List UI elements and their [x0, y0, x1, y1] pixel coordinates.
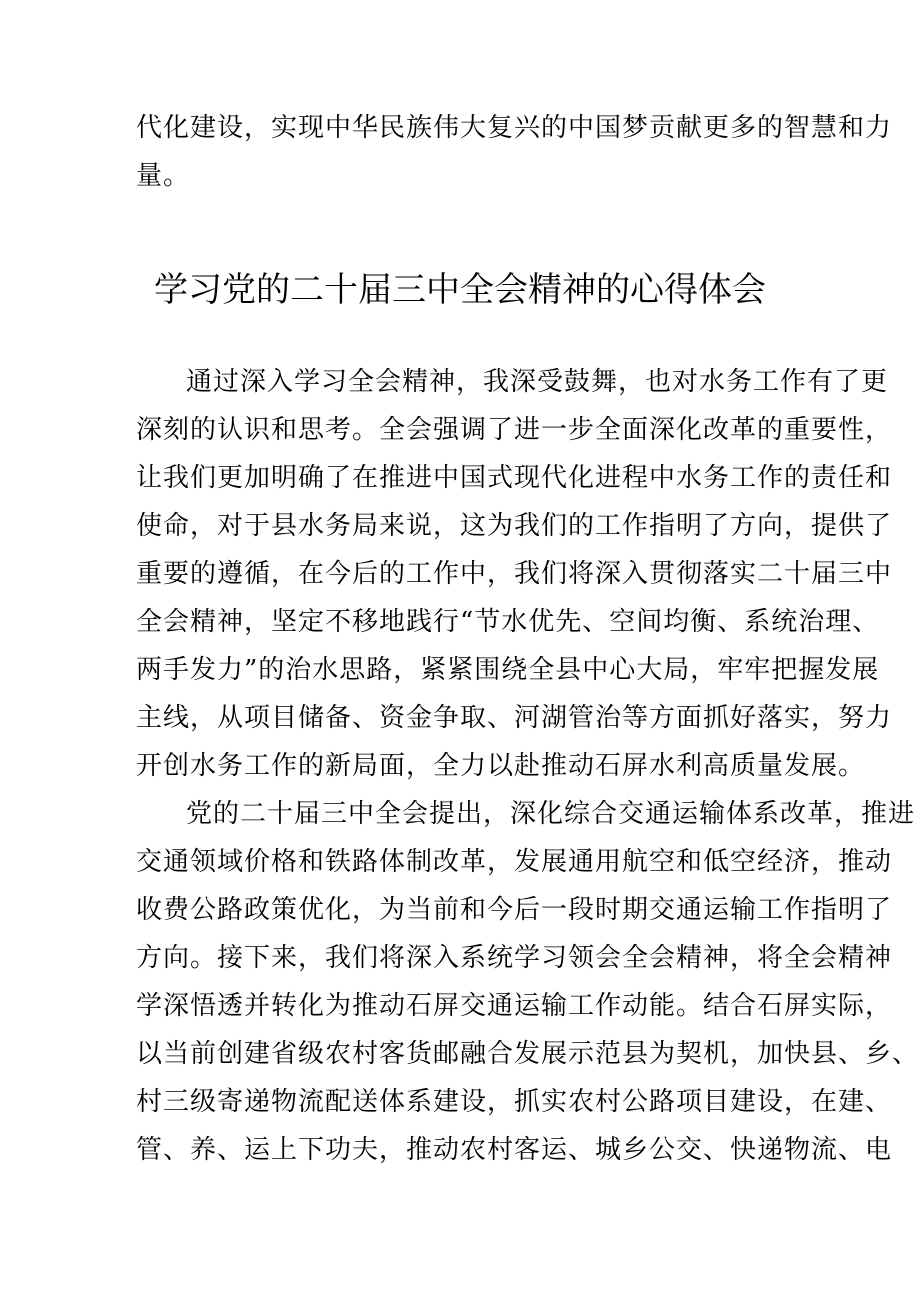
paragraph-line: 村三级寄递物流配送体系建设，抓实农村公路项目建设，在建、	[136, 1087, 893, 1117]
paragraph-line: 交通领域价格和铁路体制改革，发展通用航空和低空经济，推动	[136, 847, 893, 877]
intro-line: 量。	[136, 161, 191, 191]
intro-line: 代化建设，实现中华民族伟大复兴的中国梦贡献更多的智慧和力	[136, 113, 893, 143]
paragraph-line: 深刻的认识和思考。全会强调了进一步全面深化改革的重要性，	[136, 415, 893, 445]
paragraph-line: 收费公路政策优化，为当前和今后一段时期交通运输工作指明了	[136, 895, 893, 925]
paragraph-line: 管、养、运上下功夫，推动农村客运、城乡公交、快递物流、电	[136, 1135, 893, 1165]
paragraph-line: 两手发力”的治水思路，紧紧围绕全县中心大局，牢牢把握发展	[136, 655, 880, 685]
paragraph-line: 以当前创建省级农村客货邮融合发展示范县为契机，加快县、乡、	[136, 1039, 920, 1069]
paragraph-line: 学深悟透并转化为推动石屏交通运输工作动能。结合石屏实际，	[136, 991, 893, 1021]
paragraph-line: 使命，对于县水务局来说，这为我们的工作指明了方向，提供了	[136, 511, 893, 541]
paragraph-line: 主线，从项目储备、资金争取、河湖管治等方面抓好落实，努力	[136, 703, 893, 733]
paragraph-line: 重要的遵循，在今后的工作中，我们将深入贯彻落实二十届三中	[136, 559, 893, 589]
paragraph-line: 党的二十届三中全会提出，深化综合交通运输体系改革，推进	[186, 799, 916, 829]
paragraph-line: 通过深入学习全会精神，我深受鼓舞，也对水务工作有了更	[186, 367, 889, 397]
paragraph-line: 方向。接下来，我们将深入系统学习领会全会精神，将全会精神	[136, 943, 893, 973]
paragraph-line: 让我们更加明确了在推进中国式现代化进程中水务工作的责任和	[136, 463, 893, 493]
document-title: 学习党的二十届三中全会精神的心得体会	[154, 270, 766, 310]
paragraph-line: 开创水务工作的新局面，全力以赴推动石屏水利高质量发展。	[136, 751, 866, 781]
paragraph-line: 全会精神，坚定不移地践行“节水优先、空间均衡、系统治理、	[136, 607, 880, 637]
